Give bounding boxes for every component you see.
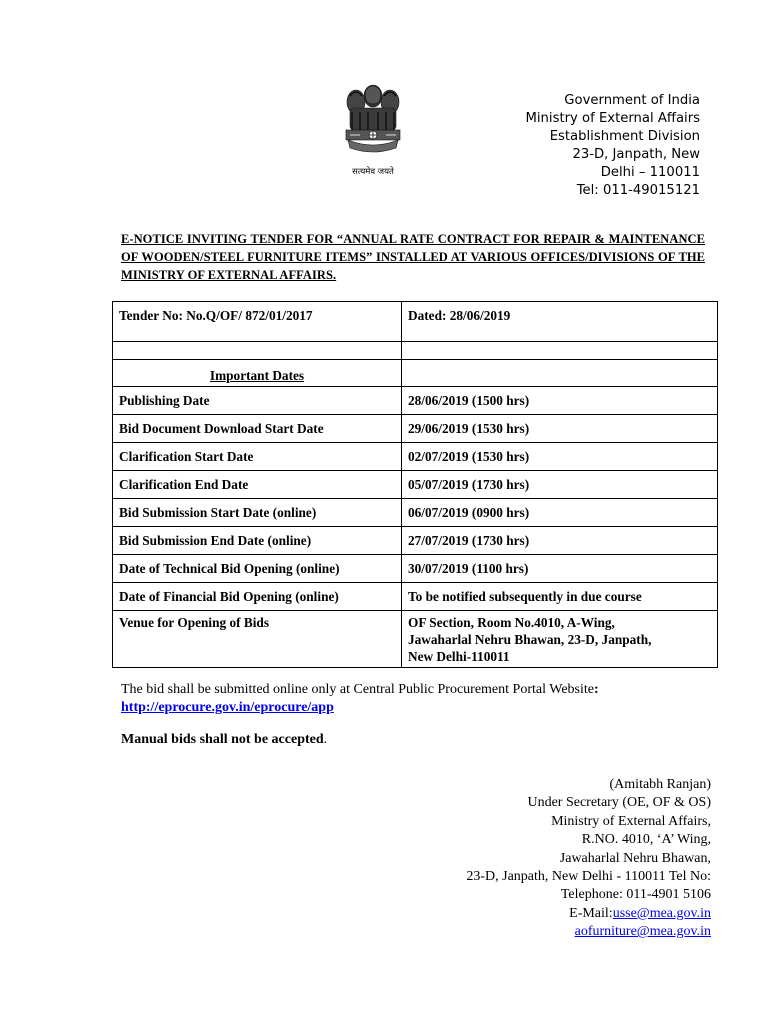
row-label: Bid Submission End Date (online) [113,527,402,555]
email-link-usse[interactable]: usse@mea.gov.in [612,905,711,921]
signature-line: Jawaharlal Nehru Bhawan, [559,850,711,866]
table-row [113,415,718,443]
empty-cell [113,342,402,360]
empty-cell [402,342,718,360]
table-row [113,342,718,360]
address-line: 23-D, Janpath, New [572,147,700,162]
manual-bids-period: . [323,732,328,747]
row-value: 28/06/2019 (1500 hrs) [402,387,718,415]
row-value: 30/07/2019 (1100 hrs) [402,555,718,583]
row-label: Publishing Date [113,387,402,415]
signature-line: (Amitabh Ranjan) [609,777,711,792]
row-value: 29/06/2019 (1530 hrs) [402,415,718,443]
row-value: 02/07/2019 (1530 hrs) [402,443,718,471]
important-dates-heading [113,360,402,387]
table-row [113,527,718,555]
signature-line: Under Secretary (OE, OF & OS) [527,795,711,811]
submission-colon: : [593,682,599,697]
table-row [113,611,718,668]
address-line: Ministry of External Affairs [525,111,700,126]
notice-heading: E-NOTICE INVITING TENDER FOR “ANNUAL RATE CONTRACT FOR REPAIR & MAINTENANCE OF WOODEN/STEEL FURNITURE ITEMS” INSTALLED AT VARIOUS OFFICES/DIVISIONS OF THE MINISTRY OF EXTERNAL AFFAIRS. [121,232,705,282]
manual-bids-note [121,732,327,748]
manual-bids-text: Manual bids shall not be accepted [121,732,324,747]
row-label: Bid Submission Start Date (online) [113,499,402,527]
row-label: Bid Document Download Start Date [113,415,402,443]
table-row [113,387,718,415]
signature-line: R.NO. 4010, ‘A’ Wing, [581,832,711,848]
submission-text: The bid shall be submitted online only at Central Public Procurement Portal Website [121,682,594,697]
email-link-aofurniture[interactable]: aofurniture@mea.gov.in [574,924,711,940]
table-row [113,471,718,499]
row-value: 27/07/2019 (1730 hrs) [402,527,718,555]
table-row [113,302,718,342]
table-row [113,583,718,611]
venue-value [402,611,718,668]
table-row [113,499,718,527]
tender-dates-table [112,301,718,668]
emblem-motto: सत्यमेव जयते [352,167,394,177]
row-label: Clarification End Date [113,471,402,499]
table-row [113,360,718,387]
venue-label: Venue for Opening of Bids [113,611,402,668]
submission-note [121,681,599,717]
signature-line: Telephone: 011-4901 5106 [560,887,711,903]
empty-cell [402,360,718,387]
important-dates-label: Important Dates [209,368,305,383]
venue-line: OF Section, Room No.4010, A-Wing, [408,615,615,630]
row-value: 05/07/2019 (1730 hrs) [402,471,718,499]
row-value: To be notified subsequently in due course [402,583,718,611]
venue-line: Jawaharlal Nehru Bhawan, 23-D, Janpath, [408,632,652,647]
eprocure-link[interactable]: http://eprocure.gov.in/eprocure/app [121,700,334,715]
email-prefix: E-Mail: [569,905,613,921]
lion-capital-icon [336,78,410,182]
signature-block [466,776,711,942]
row-label: Date of Technical Bid Opening (online) [113,555,402,583]
row-label: Clarification Start Date [113,443,402,471]
address-line: Delhi – 110011 [600,165,700,180]
office-address [526,92,700,200]
address-line: Establishment Division [549,129,700,144]
tender-number: Tender No: No.Q/OF/ 872/01/2017 [113,302,402,342]
row-value: 06/07/2019 (0900 hrs) [402,499,718,527]
address-line: Government of India [564,93,700,108]
venue-line: New Delhi-110011 [408,649,510,664]
tender-date: Dated: 28/06/2019 [402,302,718,342]
national-emblem [336,78,410,182]
row-label: Date of Financial Bid Opening (online) [113,583,402,611]
signature-line: 23-D, Janpath, New Delhi - 110011 Tel No: [466,869,711,885]
table-row [113,555,718,583]
signature-line: Ministry of External Affairs, [551,813,711,829]
table-row [113,443,718,471]
address-line: Tel: 011-49015121 [576,183,700,198]
